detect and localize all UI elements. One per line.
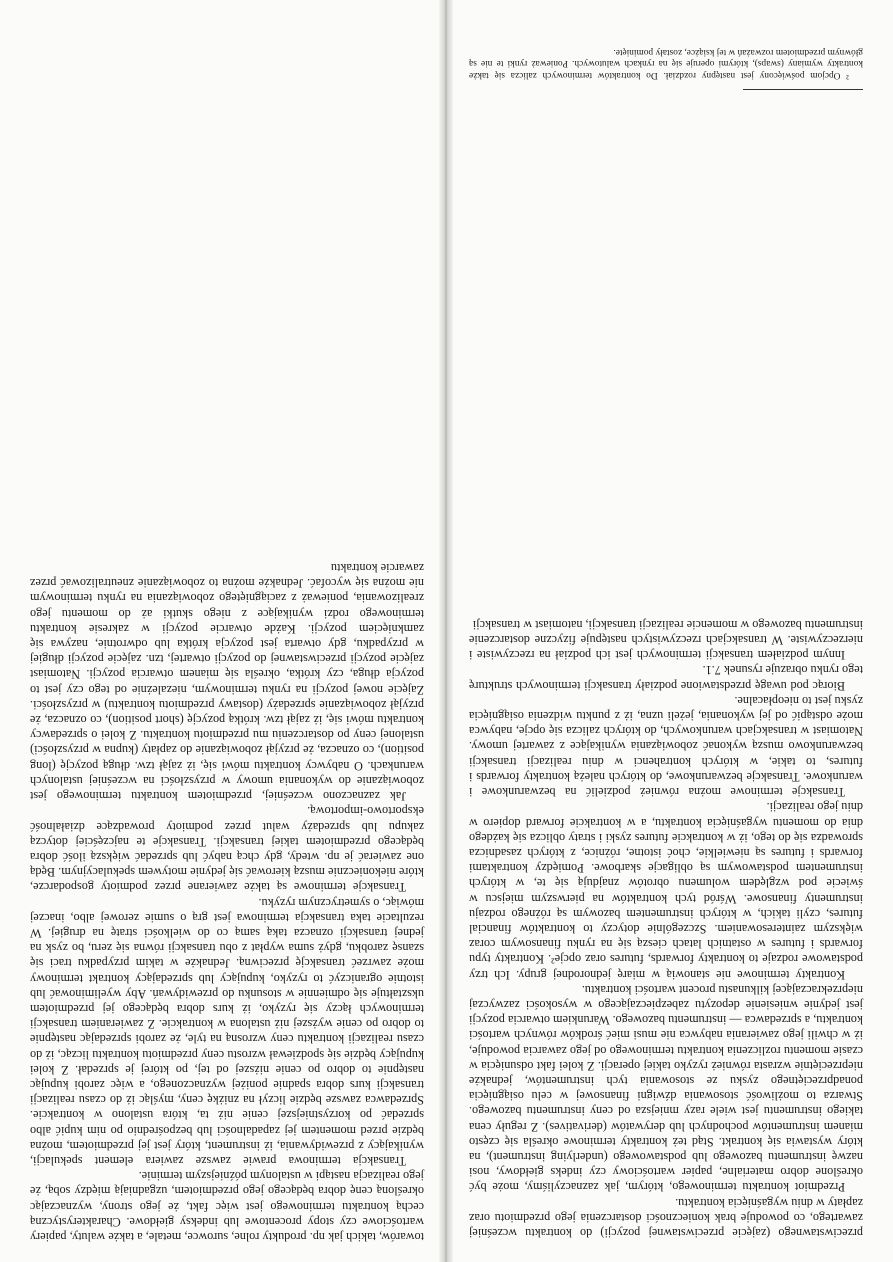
paragraph: Biorąc pod uwagę przedstawione podziały transakcji terminowych strukturę tego rynku obrazuje rysunek 7.1. [469, 663, 863, 693]
left-page [0, 0, 446, 1262]
paragraph: Innym podziałem transakcji terminowych jest ich podział na rzeczywiste i nierzeczywiste. W transakcjach rzeczywistych następuje fizyczne dostarczenie instrumentu bazowego w momencie realizacji transakcji, natomiast w transakcji [469, 617, 863, 663]
left-page-body [30, 560, 424, 1244]
paragraph: Transakcje terminowe można również podzielić na bezwarunkowe i warunkowe. Transakcje bezwarunkowe, do których należą kontrakty forwards i futures, to takie, w których kontrahenci w dniu realizacji transakcji bezwarunkowo muszą wykonać zobowiązania wynikające z zawartej umowy. Natomiast w transakcjach warunkowych, do których zalicza się opcje, nabywca może odstąpić od jej wykonania, jeżeli uzna, iż z punktu widzenia osiągnięcia zysku jest to nieopłacalne. [469, 693, 863, 800]
paragraph: przeciwstawnego (zajęcie przeciwstawnej pozycji) do kontraktu wcześniej zawartego, co powoduje brak konieczności dostarczenia jego przedmiotu oraz zapłaty w dniu wygaśnięcia kontraktu. [469, 1195, 863, 1240]
footnote-divider [743, 89, 863, 90]
paragraph: Przedmiot kontraktu terminowego, którym, jak zaznaczyliśmy, może być określone dobro materialne, papier wartościowy czy indeks giełdowy, nosi nazwę instrumentu bazowego lub podstawowego (underlying instrument), na który wystawia się kontrakt. Stąd też kontrakty terminowe określa się często mianem instrumentów pochodnych lub derywatów (derivatives). Z reguły cena takiego instrumentu jest wiele razy mniejsza od ceny instrumentu bazowego. Stwarza to możliwość stosowania dźwigni finansowej w celu osiągnięcia ponadprzeciętnego zysku ze stosowania tych instrumentów, jednakże nieprzeciętnie wzrasta również ryzyko takiej operacji. Z kolei fakt odsunięcia w czasie momentu rozliczenia kontraktu terminowego od jego zawarcia powoduje, iż w chwili jego zawierania nabywca nie musi mieć środków równych wartości kontraktu, a sprzedawca — instrumentu bazowego. Warunkiem otwarcia pozycji jest jedynie wniesienie depozytu zabezpieczającego w wysokości zazwyczaj nieprzekraczającej kilkunastu procent wartości kontraktu. [469, 982, 863, 1195]
right-page [447, 0, 893, 1262]
paragraph: towarów, takich jak np. produkty rolne, surowce, metale, a także waluty, papiery wartościowe czy stopy procentowe lub indeksy giełdowe. Charakterystyczną cechą kontraktu terminowego jest więc fakt, że jego strony, wyznaczając określoną cenę dobra będącego jego przedmiotem, uzgadniają między sobą, że jego realizacja nastąpi w ustalonym późniejszym terminie. [30, 1169, 424, 1244]
paragraph: Transakcja terminowa prawie zawsze zawiera element spekulacji, wynikający z przewidywania, iż instrument, który jest jej przedmiotem, można będzie przed momentem jej zapadalności lub bezpośrednio po nim kupić albo sprzedać po korzystniejszej cenie niż ta, która ustalono w kontrakcie. Sprzedawca zawsze będzie liczył na zniżkę ceny, myśląc iż do czasu realizacji transakcji kurs dobra spadnie poniżej wyznaczonego, a więc zarobi kupując następnie to dobro po cenie niższej od tej, po której je sprzedał. Z kolei kupujący będzie się spodziewał wzrostu ceny przedmiotu kontraktu licząc, iż do czasu realizacji kontraktu ceny wzrosną na tyle, że zarobi sprzedając następnie to dobro po cenie wyższej niż ustalona w kontrakcie. Z zawieraniem transakcji terminowych łączy się ryzyko, iż kurs dobra będącego jej przedmiotem ukształtuje się odmiennie w stosunku do przewidywań. Aby wyeliminować lub istotnie ograniczyć to ryzyko, kupujący lub sprzedający kontrakt terminowy może zawrzeć transakcję przeciwną. Jednakże w takim przypadku traci się szansę zarobku, gdyż suma wypłat z obu transakcji równa się zeru, bo zysk na jednej transakcji oznacza taką samą co do wielkości stratę na drugiej. W rezultacie taka transakcja terminowa jest grą o sumie zerowej albo, inaczej mówiąc, o symetrycznym ryzyku. [30, 895, 424, 1168]
right-page-body [469, 617, 863, 1240]
paragraph: Transakcje terminowe są także zawierane przez podmioty gospodarcze, które niekoniecznie muszą kierować się jedynie motywem spekulacyjnym. Będą one zawierać je np. wtedy, gdy chcą nabyć lub sprzedać większą ilość dobra będącego przedmiotem takiej transakcji. Transakcje te najczęściej dotyczą zakupu lub sprzedaży walut przez podmioty prowadzące działalność eksportowo-importową. [30, 804, 424, 895]
paragraph: Jak zaznaczono wcześniej, przedmiotem kontraktu terminowego jest zobowiązanie do wykonania umowy w przyszłości na wcześniej ustalonych warunkach. O nabywcy kontraktu mówi się, iż zajął tzw. długą pozycję (long position), co oznacza, że przyjął zobowiązanie do zapłaty (kupna w przyszłości) ustalonej ceny po dostarczeniu mu przedmiotu kontraktu. Z kolei o sprzedawcy kontraktu mówi się, iż zajął tzw. krótką pozycję (short position), co oznacza, że przyjął zobowiązanie sprzedaży (dostawy przedmiotu kontraktu) w przyszłości. Zajęcie nowej pozycji na rynku terminowym, niezależnie od tego czy jest to pozycja długa, czy krótka, określa się mianem otwarcia pozycji. Natomiast zajęcie pozycji przeciwstawnej do pozycji otwartej, tzn. zajęcie pozycji długiej w przypadku, gdy otwarta jest pozycja krótka lub odwrotnie, nazywa się zamknięciem pozycji. Każde otwarcie pozycji w zakresie kontraktu terminowego rodzi wynikające z niego skutki aż do momentu jego zrealizowania, ponieważ z zaciągniętego zobowiązania na rynku terminowym nie można się wycofać. Jednakże można to zobowiązanie zneutralizować przez zawarcie kontraktu [30, 561, 424, 804]
footnote [469, 45, 863, 80]
footnote-text: ² Opcjom poświęcony jest następny rozdział. Do kontraktów terminowych zalicza się także kontrakty wymiany (swaps), którymi operuje się na rynkach walutowych. Ponieważ rynki te nie są głównym przedmiotem rozważań w tej książce, zostały pominięte. [469, 46, 863, 80]
paragraph: Kontrakty terminowe nie stanowią w miarę jednorodnej grupy. Ich trzy podstawowe rodzaje to kontrakty forwards, futures oraz opcje². Kontrakty typu forwards i futures w ostatnich latach cieszą się na rynku finansowym coraz większym zainteresowaniem. Szczególnie dotyczy to kontraktów financial futures, czyli takich, w których instrumentem bazowym są różnego rodzaju instrumenty finansowe. Wśród tych kontraktów na pierwszym miejscu w świecie pod względem wolumenu obrotów znajdują się te, w których instrumentem podstawowym są obligacje skarbowe. Pomiędzy kontraktami forwards i futures są niewielkie, choć istotne, różnice, z których zasadnicza sprowadza się do tego, iż w kontrakcie futures zyski i straty oblicza się każdego dnia do momentu wygaśnięcia kontraktu, a w kontrakcie forward dopiero w dniu jego realizacji. [469, 800, 863, 982]
